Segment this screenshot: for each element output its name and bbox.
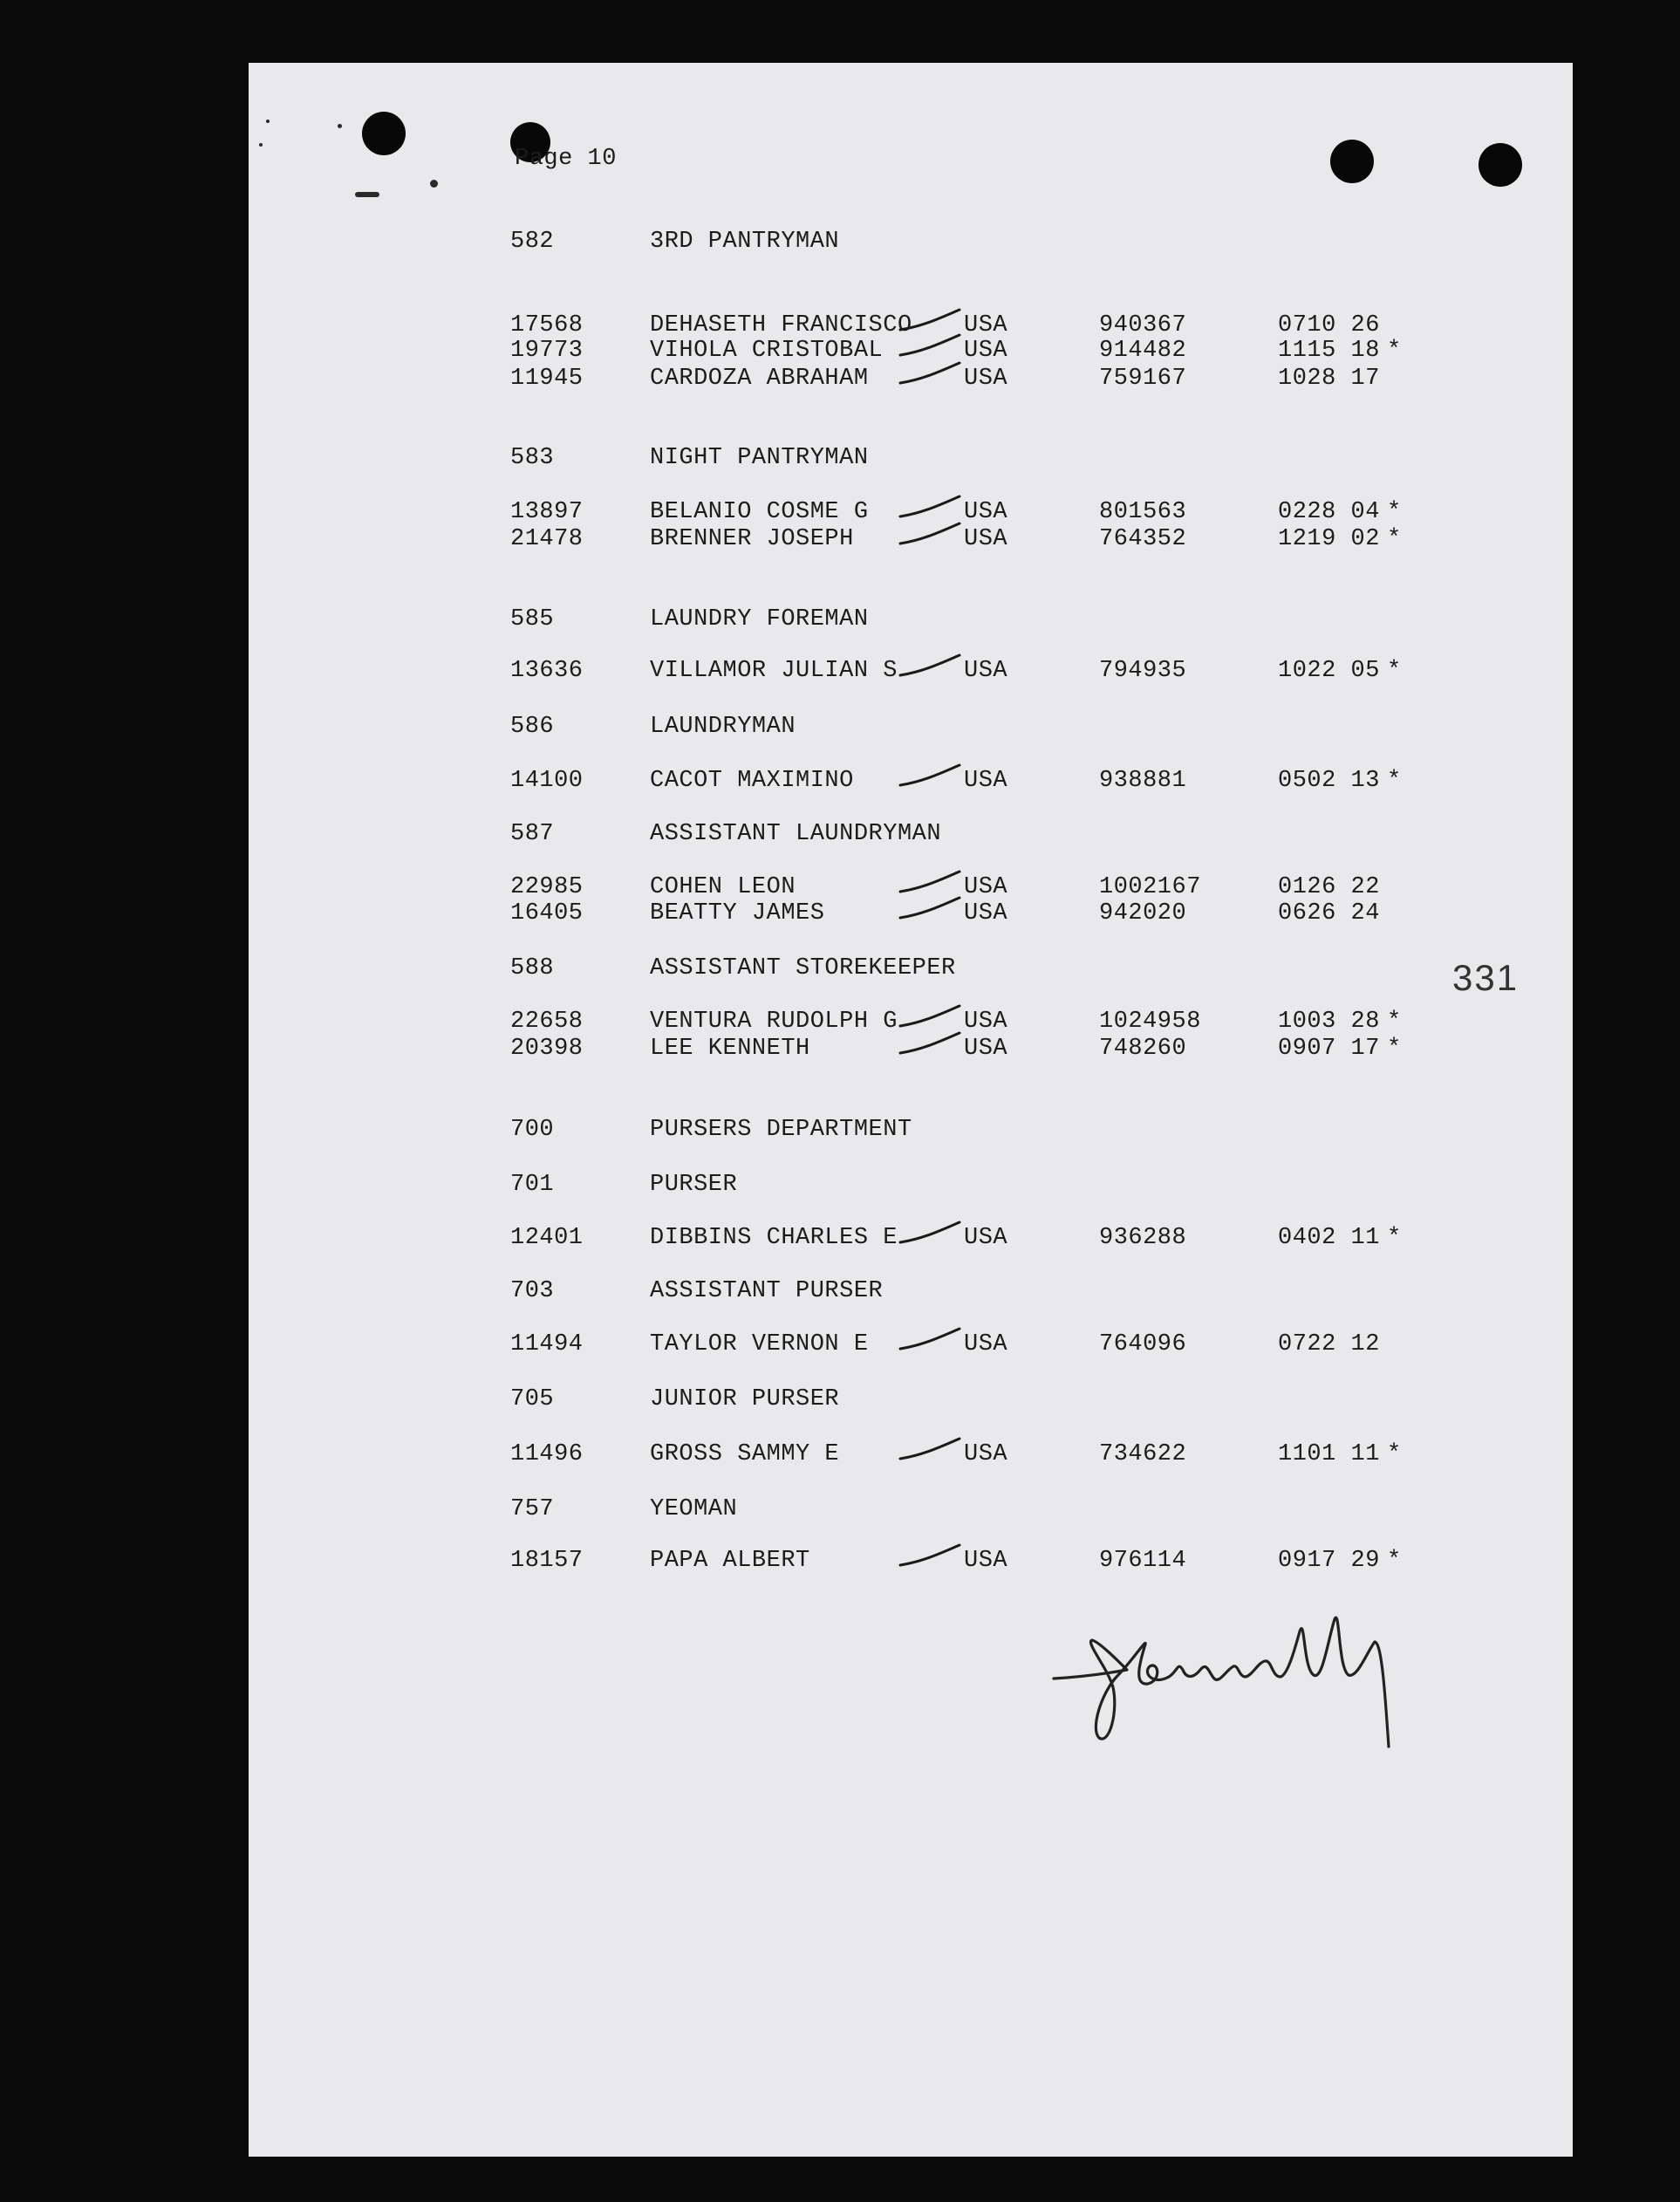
crew-id: 18157: [510, 1548, 584, 1574]
crew-name: VILLAMOR JULIAN S: [650, 658, 898, 684]
crew-date: 0722 12: [1278, 1331, 1380, 1357]
crew-asterisk: *: [1387, 499, 1402, 525]
section-code: 587: [510, 821, 555, 847]
check-mark-icon: [898, 1030, 968, 1057]
crew-document-number: 938881: [1099, 768, 1187, 794]
crew-id: 19773: [510, 338, 584, 364]
check-mark-icon: [898, 653, 968, 679]
section-title: LAUNDRYMAN: [650, 714, 796, 740]
crew-name: LEE KENNETH: [650, 1036, 810, 1062]
crew-id: 14100: [510, 768, 584, 794]
crew-date: 0626 24: [1278, 900, 1380, 927]
crew-nationality: USA: [964, 499, 1008, 525]
crew-date: 0228 04: [1278, 499, 1380, 525]
crew-date: 0502 13: [1278, 768, 1380, 794]
crew-name: VIHOLA CRISTOBAL: [650, 338, 884, 364]
crew-name: VENTURA RUDOLPH G: [650, 1009, 898, 1035]
crew-document-number: 940367: [1099, 312, 1187, 339]
crew-document-number: 748260: [1099, 1036, 1187, 1062]
crew-date: 0907 17: [1278, 1036, 1380, 1062]
crew-asterisk: *: [1387, 1036, 1402, 1062]
section-title: ASSISTANT STOREKEEPER: [650, 955, 956, 981]
section-title: JUNIOR PURSER: [650, 1386, 840, 1412]
crew-nationality: USA: [964, 900, 1008, 927]
check-mark-icon: [898, 1220, 968, 1246]
crew-nationality: USA: [964, 1009, 1008, 1035]
crew-document-number: 764096: [1099, 1331, 1187, 1357]
ink-speck: [266, 120, 270, 123]
section-code: 583: [510, 445, 555, 471]
crew-document-number: 764352: [1099, 526, 1187, 552]
crew-nationality: USA: [964, 1441, 1008, 1467]
crew-name: DIBBINS CHARLES E: [650, 1225, 898, 1251]
crew-nationality: USA: [964, 526, 1008, 552]
crew-document-number: 976114: [1099, 1548, 1187, 1574]
crew-name: DEHASETH FRANCISCO: [650, 312, 912, 339]
crew-nationality: USA: [964, 1225, 1008, 1251]
crew-name: BEATTY JAMES: [650, 900, 825, 927]
crew-asterisk: *: [1387, 1548, 1402, 1574]
crew-name: CACOT MAXIMINO: [650, 768, 854, 794]
check-mark-icon: [898, 1003, 968, 1029]
section-title: NIGHT PANTRYMAN: [650, 445, 869, 471]
crew-nationality: USA: [964, 1331, 1008, 1357]
section-title: PURSERS DEPARTMENT: [650, 1117, 912, 1143]
crew-id: 13636: [510, 658, 584, 684]
section-code: 582: [510, 229, 555, 255]
section-title: PURSER: [650, 1172, 738, 1198]
check-mark-icon: [898, 1326, 968, 1352]
section-title: ASSISTANT PURSER: [650, 1278, 884, 1304]
crew-asterisk: *: [1387, 1009, 1402, 1035]
ink-speck: [338, 124, 342, 128]
section-code: 705: [510, 1386, 555, 1412]
crew-id: 11945: [510, 366, 584, 392]
section-code: 585: [510, 606, 555, 633]
crew-nationality: USA: [964, 874, 1008, 900]
punch-hole: [1479, 143, 1522, 187]
ink-speck: [355, 192, 379, 197]
section-code: 700: [510, 1117, 555, 1143]
crew-asterisk: *: [1387, 526, 1402, 552]
crew-asterisk: *: [1387, 338, 1402, 364]
margin-page-number: 331: [1452, 957, 1520, 998]
crew-document-number: 1002167: [1099, 874, 1201, 900]
crew-asterisk: *: [1387, 1225, 1402, 1251]
section-code: 703: [510, 1278, 555, 1304]
crew-name: BRENNER JOSEPH: [650, 526, 854, 552]
crew-asterisk: *: [1387, 768, 1402, 794]
crew-date: 1101 11: [1278, 1441, 1380, 1467]
crew-name: TAYLOR VERNON E: [650, 1331, 869, 1357]
crew-document-number: 942020: [1099, 900, 1187, 927]
section-code: 588: [510, 955, 555, 981]
crew-date: 1219 02: [1278, 526, 1380, 552]
crew-date: 0917 29: [1278, 1548, 1380, 1574]
crew-id: 22658: [510, 1009, 584, 1035]
crew-asterisk: *: [1387, 1441, 1402, 1467]
crew-nationality: USA: [964, 1548, 1008, 1574]
section-title: ASSISTANT LAUNDRYMAN: [650, 821, 942, 847]
crew-document-number: 801563: [1099, 499, 1187, 525]
crew-id: 22985: [510, 874, 584, 900]
crew-name: COHEN LEON: [650, 874, 796, 900]
check-mark-icon: [898, 494, 968, 520]
document-page: [249, 63, 1573, 2157]
crew-id: 21478: [510, 526, 584, 552]
crew-date: 1028 17: [1278, 366, 1380, 392]
page-label: Page 10: [515, 146, 617, 172]
punch-hole: [362, 112, 406, 155]
crew-date: 1003 28: [1278, 1009, 1380, 1035]
crew-date: 0710 26: [1278, 312, 1380, 339]
crew-name: BELANIO COSME G: [650, 499, 869, 525]
crew-id: 11496: [510, 1441, 584, 1467]
crew-document-number: 914482: [1099, 338, 1187, 364]
crew-nationality: USA: [964, 1036, 1008, 1062]
crew-document-number: 794935: [1099, 658, 1187, 684]
check-mark-icon: [898, 1542, 968, 1569]
crew-nationality: USA: [964, 768, 1008, 794]
check-mark-icon: [898, 762, 968, 789]
crew-date: 1022 05: [1278, 658, 1380, 684]
crew-document-number: 936288: [1099, 1225, 1187, 1251]
crew-document-number: 734622: [1099, 1441, 1187, 1467]
crew-document-number: 759167: [1099, 366, 1187, 392]
check-mark-icon: [898, 360, 968, 386]
check-mark-icon: [898, 521, 968, 547]
ink-speck: [259, 143, 263, 147]
check-mark-icon: [898, 869, 968, 895]
crew-name: CARDOZA ABRAHAM: [650, 366, 869, 392]
crew-document-number: 1024958: [1099, 1009, 1201, 1035]
crew-name: GROSS SAMMY E: [650, 1441, 840, 1467]
section-code: 701: [510, 1172, 555, 1198]
section-title: LAUNDRY FOREMAN: [650, 606, 869, 633]
section-code: 757: [510, 1496, 555, 1522]
crew-name: PAPA ALBERT: [650, 1548, 810, 1574]
section-code: 586: [510, 714, 555, 740]
crew-id: 16405: [510, 900, 584, 927]
crew-date: 0126 22: [1278, 874, 1380, 900]
crew-date: 1115 18: [1278, 338, 1380, 364]
check-mark-icon: [898, 895, 968, 921]
crew-id: 12401: [510, 1225, 584, 1251]
check-mark-icon: [898, 332, 968, 359]
crew-nationality: USA: [964, 658, 1008, 684]
punch-hole: [1330, 140, 1374, 183]
check-mark-icon: [898, 307, 968, 333]
section-title: YEOMAN: [650, 1496, 738, 1522]
check-mark-icon: [898, 1436, 968, 1462]
crew-id: 13897: [510, 499, 584, 525]
crew-id: 20398: [510, 1036, 584, 1062]
crew-id: 11494: [510, 1331, 584, 1357]
signature-image: [1047, 1590, 1431, 1755]
crew-nationality: USA: [964, 366, 1008, 392]
crew-nationality: USA: [964, 338, 1008, 364]
section-title: 3RD PANTRYMAN: [650, 229, 840, 255]
ink-speck: [430, 180, 438, 188]
crew-nationality: USA: [964, 312, 1008, 339]
crew-date: 0402 11: [1278, 1225, 1380, 1251]
crew-id: 17568: [510, 312, 584, 339]
crew-asterisk: *: [1387, 658, 1402, 684]
